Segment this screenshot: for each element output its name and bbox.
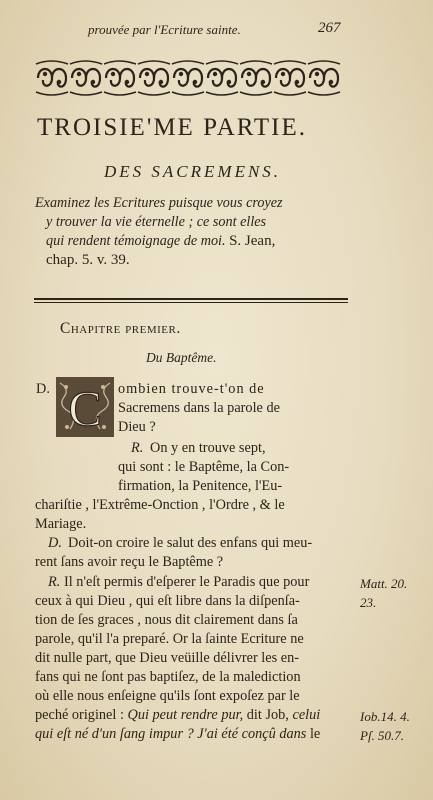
margin-reference: Iob.14. 4. (360, 709, 410, 724)
chapter-title: Chapitre premier. (60, 320, 181, 337)
text-line (35, 726, 320, 743)
answer-marker: R. (48, 574, 61, 590)
section-title: DES SACREMENS. (104, 162, 282, 181)
text-line: firmation, la Penitence, l'Eu- (118, 478, 283, 494)
quotation: celui (292, 707, 321, 723)
text-segment: dit Job, (246, 707, 289, 723)
text-line: fans qui ne ſont pas baptiſez, de la malediction (35, 669, 301, 685)
epigraph-reference: chap. 5. v. 39. (46, 252, 130, 268)
answer-marker: R. (131, 440, 144, 456)
drop-cap-letter: C (68, 380, 102, 436)
page-number: 267 (318, 20, 341, 36)
text-line: Mariage. (35, 516, 87, 532)
text-line: tion de ſes graces , nous dit clairement dans ſa (35, 612, 298, 628)
epigraph-line: Examinez les Ecritures puisque vous croyez (35, 195, 283, 211)
part-title: TROISIE'ME PARTIE. (37, 114, 308, 141)
quotation: qui eſt né d'un ſang impur ? J'ai été conçû dans (35, 726, 307, 742)
margin-reference: Matt. 20. (360, 576, 408, 591)
chapter-subtitle: Du Baptême. (146, 350, 217, 365)
text-line: ceux à qui Dieu , qui eſt libre dans la diſpenſa- (35, 593, 300, 609)
text-line: ombien trouve-t'on de (118, 381, 265, 397)
epigraph-text: qui rendent témoignage de moi. (46, 233, 226, 249)
text-line: Dieu ? (118, 419, 156, 435)
text-line: chariſtie , l'Extrême-Onction , l'Ordre , & le (35, 497, 285, 513)
text-line: dit nulle part, que Dieu veüille délivrer les en- (35, 650, 300, 666)
epigraph-line: y trouver la vie éternelle ; ce sont elles (46, 214, 267, 230)
text-segment: peché originel : (35, 707, 124, 723)
running-head: prouvée par l'Ecriture sainte. (88, 22, 241, 37)
question-marker: D. (48, 535, 62, 551)
text-line: Il n'eſt permis d'eſperer le Paradis que pour (64, 574, 310, 590)
decorated-initial (56, 377, 114, 437)
section-divider (34, 302, 348, 303)
text-line: qui sont : le Baptême, la Con- (118, 459, 290, 475)
text-line: parole, qu'il l'a preparé. Or la ſainte Ecriture ne (35, 631, 304, 647)
epigraph-reference: S. Jean, (229, 233, 276, 249)
section-divider (34, 298, 348, 300)
epigraph-line (35, 232, 357, 251)
margin-reference: Pſ. 50.7. (360, 728, 405, 743)
text-segment: le (309, 726, 321, 742)
text-line (35, 707, 320, 724)
margin-reference: 23. (360, 595, 377, 610)
text-line: Doit-on croire le salut des enfans qui meu- (68, 535, 313, 551)
epigraph (35, 194, 357, 270)
quotation: Qui peut rendre pur, (127, 707, 244, 723)
text-line: rent ſans avoir reçu le Baptême ? (35, 554, 224, 570)
question-marker: D. (36, 381, 50, 397)
text-line: Sacremens dans la parole de (118, 400, 280, 416)
decorative-ornament-band (34, 58, 346, 98)
text-line: On y en trouve sept, (150, 440, 266, 456)
text-line: où elle nous enſeigne qu'ils ſont expoſez par le (35, 688, 300, 704)
